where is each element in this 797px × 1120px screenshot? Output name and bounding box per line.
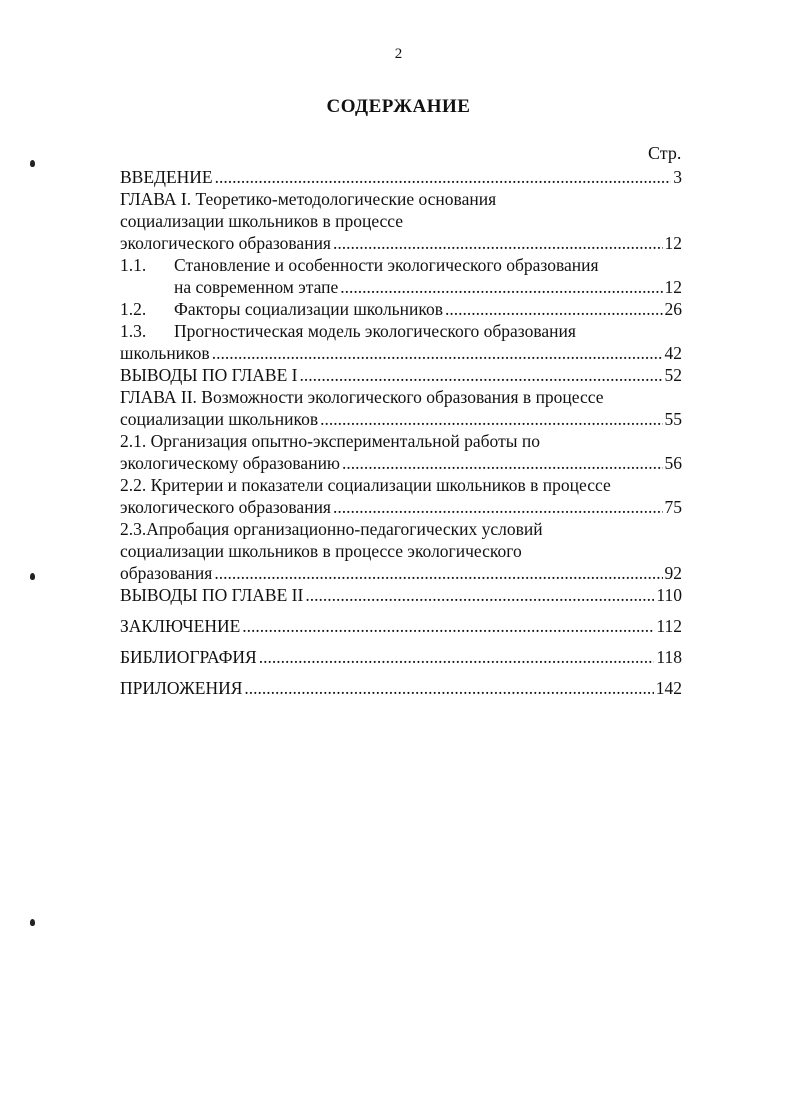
toc-entry-introduction xyxy=(120,166,682,188)
toc-entry-conclusions-1 xyxy=(120,364,682,386)
dot-leader xyxy=(305,584,654,606)
toc-entry-title: ВЫВОДЫ ПО ГЛАВЕ I xyxy=(120,365,298,385)
toc-entry-title-cont: социализации школьников в процессе xyxy=(120,211,404,231)
toc-entry-title-cont: социализации школьников xyxy=(120,409,319,429)
toc-page-number: 3 xyxy=(673,167,682,187)
toc-entry-title: 2.3.Апробация организационно-педагогических условий xyxy=(120,519,543,539)
toc-entry-title-cont: на современном этапе xyxy=(174,277,339,297)
toc-entry-title: 2.1. Организация опытно-экспериментальной работы по xyxy=(120,431,540,451)
toc-entry-title: БИБЛИОГРАФИЯ xyxy=(120,647,257,667)
toc-entry-title: ГЛАВА I. Теоретико-методологические основания xyxy=(120,189,497,209)
pages-column-label: Стр. xyxy=(648,143,682,163)
dot-leader xyxy=(342,452,662,474)
toc-entry-title-cont: экологическому образованию xyxy=(120,453,341,473)
toc-entry-conclusions-2 xyxy=(120,584,682,606)
toc-entry-title: 2.2. Критерии и показатели социализации школьников в процессе xyxy=(120,475,611,495)
toc-page-number: 56 xyxy=(664,453,682,473)
page-title: СОДЕРЖАНИЕ xyxy=(326,96,471,117)
dot-leader xyxy=(340,276,662,298)
toc-page-number: 112 xyxy=(656,616,682,636)
toc-entry-section-1-2 xyxy=(120,298,682,320)
dot-leader xyxy=(333,232,663,254)
toc-entry-title: ВЫВОДЫ ПО ГЛАВЕ II xyxy=(120,585,304,605)
margin-mark xyxy=(30,160,35,167)
page-number: 2 xyxy=(394,46,403,62)
toc-page-number: 12 xyxy=(664,233,682,253)
toc-page-number: 26 xyxy=(664,299,682,319)
toc-entry-title: ЗАКЛЮЧЕНИЕ xyxy=(120,616,241,636)
dot-leader xyxy=(215,166,672,188)
toc-entry-title: ПРИЛОЖЕНИЯ xyxy=(120,678,243,698)
dot-leader xyxy=(212,342,663,364)
section-number: 1.2. xyxy=(120,299,147,319)
dot-leader xyxy=(299,364,662,386)
toc-page-number: 142 xyxy=(655,678,682,698)
toc-entry-title-cont: экологического образования xyxy=(120,233,331,253)
toc-entry-title-cont: экологического образования xyxy=(120,497,331,517)
section-number: 1.1. xyxy=(120,255,147,275)
toc-entry-section-2-2 xyxy=(120,474,682,518)
toc-entry-title-cont: социализации школьников в процессе экологического xyxy=(120,541,522,561)
dot-leader xyxy=(259,646,655,668)
toc-page-number: 118 xyxy=(656,647,682,667)
toc-entry-section-2-1 xyxy=(120,430,682,474)
table-of-contents xyxy=(120,166,682,699)
dot-leader xyxy=(244,677,653,699)
margin-mark xyxy=(30,919,35,926)
toc-entry-title-cont: образования xyxy=(120,563,213,583)
toc-page-number: 52 xyxy=(664,365,682,385)
section-number: 1.3. xyxy=(120,321,147,341)
toc-page-number: 55 xyxy=(664,409,682,429)
toc-entry-title: ВВЕДЕНИЕ xyxy=(120,167,213,187)
toc-entry-section-1-1 xyxy=(120,254,682,298)
toc-entry-section-2-3 xyxy=(120,518,682,584)
toc-entry-title: Прогностическая модель экологического образования xyxy=(174,321,576,341)
toc-entry-chapter-2 xyxy=(120,386,682,430)
toc-page-number: 42 xyxy=(664,343,682,363)
toc-entry-bibliography xyxy=(120,646,682,668)
toc-entry-title: ГЛАВА II. Возможности экологического образования в процессе xyxy=(120,387,604,407)
toc-entry-title-cont: школьников xyxy=(120,343,210,363)
dot-leader xyxy=(214,562,662,584)
dot-leader xyxy=(320,408,662,430)
toc-entry-title: Становление и особенности экологического образования xyxy=(174,255,599,275)
dot-leader xyxy=(445,298,662,320)
toc-page-number: 92 xyxy=(664,563,682,583)
toc-entry-title: Факторы социализации школьников xyxy=(174,299,444,319)
toc-page-number: 110 xyxy=(656,585,682,605)
toc-entry-conclusion xyxy=(120,615,682,637)
toc-entry-chapter-1 xyxy=(120,188,682,254)
toc-page-number: 75 xyxy=(664,497,682,517)
toc-entry-appendices xyxy=(120,677,682,699)
toc-entry-section-1-3 xyxy=(120,320,682,364)
toc-page-number: 12 xyxy=(664,277,682,297)
dot-leader xyxy=(333,496,663,518)
margin-mark xyxy=(30,573,35,580)
dot-leader xyxy=(242,615,654,637)
